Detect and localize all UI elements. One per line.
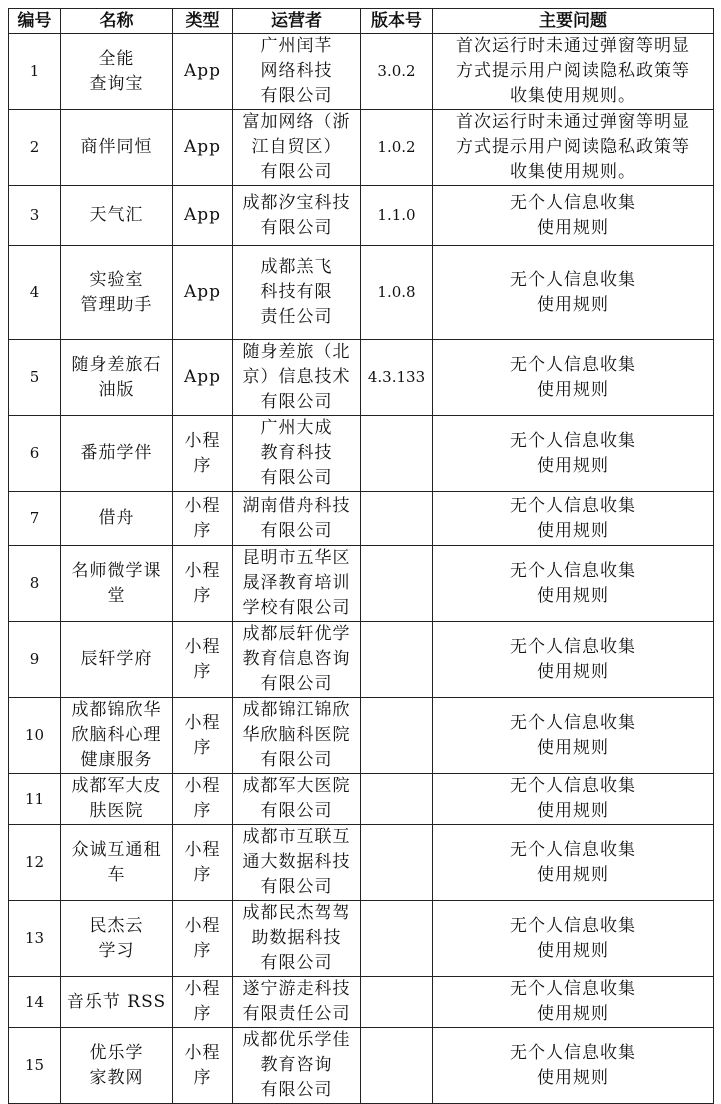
row-issue: 无个人信息收集 使用规则 <box>433 340 714 416</box>
row-version <box>361 977 433 1028</box>
row-version <box>361 825 433 901</box>
row-type: 小程 序 <box>173 825 233 901</box>
row-issue: 无个人信息收集 使用规则 <box>433 186 714 246</box>
row-operator: 昆明市五华区 晟泽教育培训 学校有限公司 <box>233 546 361 622</box>
table-row <box>9 977 714 1028</box>
table-row <box>9 492 714 546</box>
row-type: 小程 序 <box>173 774 233 825</box>
row-operator: 湖南借舟科技 有限公司 <box>233 492 361 546</box>
row-issue: 首次运行时未通过弹窗等明显 方式提示用户阅读隐私政策等 收集使用规则。 <box>433 34 714 110</box>
row-issue: 无个人信息收集 使用规则 <box>433 492 714 546</box>
table-row <box>9 34 714 110</box>
row-type: App <box>173 186 233 246</box>
row-version <box>361 698 433 774</box>
row-version: 4.3.133 <box>361 340 433 416</box>
row-name: 全能 查询宝 <box>61 34 173 110</box>
row-number: 14 <box>9 977 61 1028</box>
row-number: 4 <box>9 246 61 340</box>
row-version <box>361 416 433 492</box>
header-number: 编号 <box>9 9 61 34</box>
row-version: 1.0.8 <box>361 246 433 340</box>
table-header-row <box>9 9 714 34</box>
header-name: 名称 <box>61 9 173 34</box>
row-version <box>361 774 433 825</box>
row-version <box>361 901 433 977</box>
row-version <box>361 1028 433 1104</box>
row-version: 1.0.2 <box>361 110 433 186</box>
row-type: 小程 序 <box>173 546 233 622</box>
row-name: 辰轩学府 <box>61 622 173 698</box>
header-issue: 主要问题 <box>433 9 714 34</box>
row-operator: 成都市互联互 通大数据科技 有限公司 <box>233 825 361 901</box>
row-version: 1.1.0 <box>361 186 433 246</box>
table-row <box>9 622 714 698</box>
row-number: 1 <box>9 34 61 110</box>
row-number: 9 <box>9 622 61 698</box>
table-row <box>9 246 714 340</box>
row-issue: 无个人信息收集 使用规则 <box>433 774 714 825</box>
row-version <box>361 546 433 622</box>
app-issues-table <box>8 8 714 1104</box>
table-row <box>9 186 714 246</box>
row-name: 番茄学伴 <box>61 416 173 492</box>
row-name: 借舟 <box>61 492 173 546</box>
row-operator: 成都锦江锦欣 华欣脑科医院 有限公司 <box>233 698 361 774</box>
row-name: 商伴同恒 <box>61 110 173 186</box>
row-type: App <box>173 34 233 110</box>
row-type: 小程 序 <box>173 698 233 774</box>
row-issue: 无个人信息收集 使用规则 <box>433 977 714 1028</box>
row-issue: 无个人信息收集 使用规则 <box>433 825 714 901</box>
row-issue: 无个人信息收集 使用规则 <box>433 1028 714 1104</box>
row-operator: 随身差旅（北 京）信息技术 有限公司 <box>233 340 361 416</box>
row-type: 小程 序 <box>173 416 233 492</box>
row-name: 众诚互通租 车 <box>61 825 173 901</box>
row-number: 11 <box>9 774 61 825</box>
table-row <box>9 774 714 825</box>
row-type: App <box>173 110 233 186</box>
table-row <box>9 546 714 622</box>
row-operator: 成都民杰驾驾 助数据科技 有限公司 <box>233 901 361 977</box>
row-type: App <box>173 340 233 416</box>
table-row <box>9 901 714 977</box>
row-type: 小程 序 <box>173 977 233 1028</box>
header-type: 类型 <box>173 9 233 34</box>
row-number: 3 <box>9 186 61 246</box>
row-number: 7 <box>9 492 61 546</box>
row-number: 13 <box>9 901 61 977</box>
row-type: 小程 序 <box>173 1028 233 1104</box>
row-issue: 无个人信息收集 使用规则 <box>433 622 714 698</box>
row-operator: 成都军大医院 有限公司 <box>233 774 361 825</box>
row-issue: 无个人信息收集 使用规则 <box>433 546 714 622</box>
row-issue: 无个人信息收集 使用规则 <box>433 698 714 774</box>
row-name: 成都锦欣华 欣脑科心理 健康服务 <box>61 698 173 774</box>
row-operator: 富加网络（浙 江自贸区） 有限公司 <box>233 110 361 186</box>
row-operator: 成都辰轩优学 教育信息咨询 有限公司 <box>233 622 361 698</box>
row-issue: 无个人信息收集 使用规则 <box>433 416 714 492</box>
row-type: 小程 序 <box>173 622 233 698</box>
row-name: 优乐学 家教网 <box>61 1028 173 1104</box>
row-type: 小程 序 <box>173 492 233 546</box>
table-body <box>9 34 714 1104</box>
row-number: 10 <box>9 698 61 774</box>
row-issue: 无个人信息收集 使用规则 <box>433 901 714 977</box>
row-issue: 首次运行时未通过弹窗等明显 方式提示用户阅读隐私政策等 收集使用规则。 <box>433 110 714 186</box>
header-operator: 运营者 <box>233 9 361 34</box>
row-type: App <box>173 246 233 340</box>
row-operator: 遂宁游走科技 有限责任公司 <box>233 977 361 1028</box>
row-type: 小程 序 <box>173 901 233 977</box>
row-version <box>361 492 433 546</box>
row-number: 5 <box>9 340 61 416</box>
row-name: 民杰云 学习 <box>61 901 173 977</box>
row-number: 2 <box>9 110 61 186</box>
row-operator: 成都优乐学佳 教育咨询 有限公司 <box>233 1028 361 1104</box>
row-version: 3.0.2 <box>361 34 433 110</box>
row-name: 音乐节 RSS <box>61 977 173 1028</box>
header-version: 版本号 <box>361 9 433 34</box>
table-row <box>9 698 714 774</box>
row-name: 名师微学课 堂 <box>61 546 173 622</box>
row-number: 12 <box>9 825 61 901</box>
row-name: 成都军大皮 肤医院 <box>61 774 173 825</box>
table-row <box>9 340 714 416</box>
row-version <box>361 622 433 698</box>
row-operator: 成都羔飞 科技有限 责任公司 <box>233 246 361 340</box>
row-operator: 成都汐宝科技 有限公司 <box>233 186 361 246</box>
row-operator: 广州大成 教育科技 有限公司 <box>233 416 361 492</box>
row-operator: 广州闰芊 网络科技 有限公司 <box>233 34 361 110</box>
table-row <box>9 825 714 901</box>
row-name: 实验室 管理助手 <box>61 246 173 340</box>
table-row <box>9 416 714 492</box>
row-number: 6 <box>9 416 61 492</box>
table-row <box>9 110 714 186</box>
table-row <box>9 1028 714 1104</box>
row-issue: 无个人信息收集 使用规则 <box>433 246 714 340</box>
row-name: 随身差旅石 油版 <box>61 340 173 416</box>
row-number: 8 <box>9 546 61 622</box>
row-number: 15 <box>9 1028 61 1104</box>
row-name: 天气汇 <box>61 186 173 246</box>
